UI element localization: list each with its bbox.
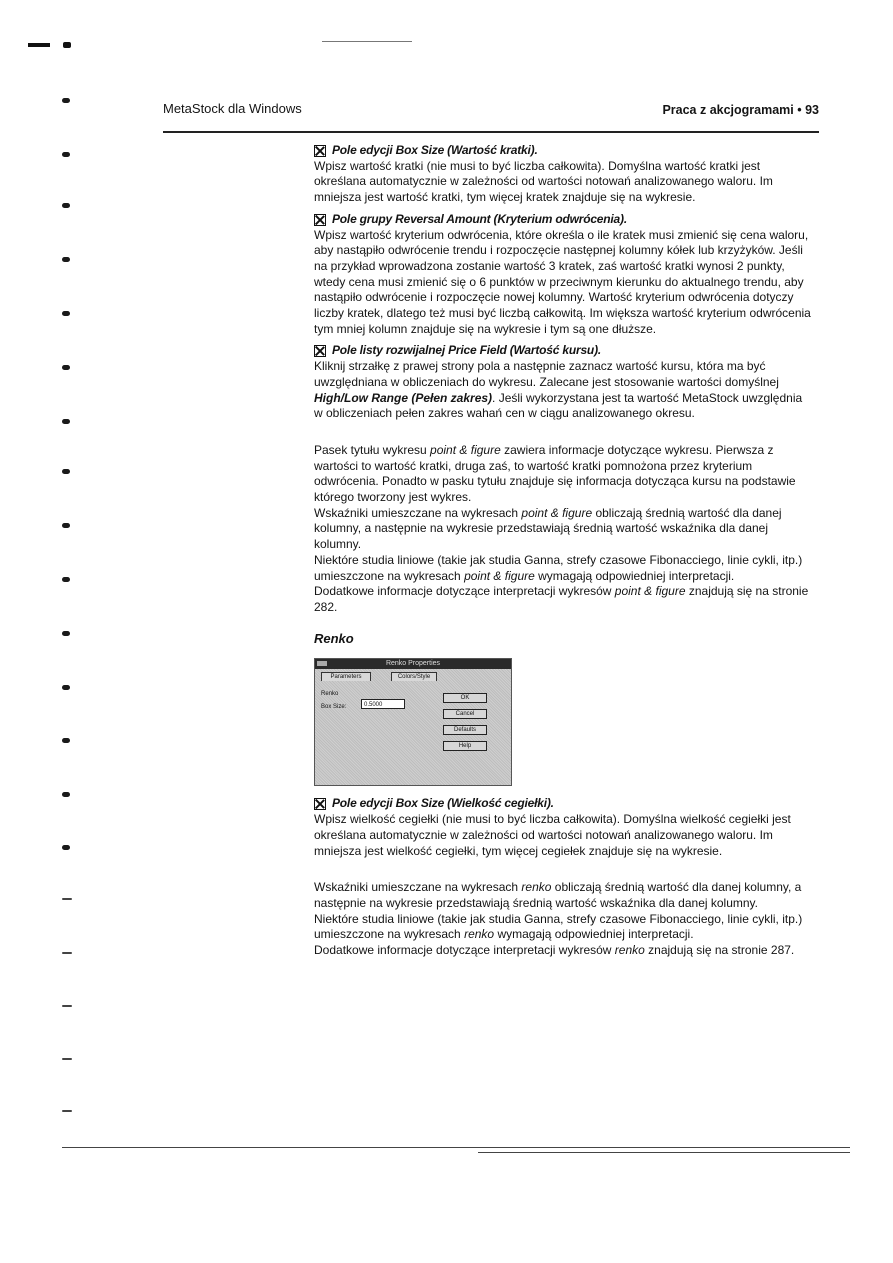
emphasis: point & figure <box>430 442 501 457</box>
option-heading <box>314 796 814 812</box>
text-run: Niektóre studia liniowe (takie jak studia Ganna, strefy czasowe Fibonacciego, linie cykli, itp.) umieszczone na wykresach <box>314 911 803 942</box>
option-description: Wpisz wartość kryterium odwrócenia, które określa o ile kratek musi zmienić się cena waloru, aby nastąpiło odwrócenie trendu i rozpoczęcie następnej kolumny kółek lub krzyżyków. Jeśli na przykład wprowadzona zostanie wartość 3 kratek, zaś wartość kratki wynosi 2 punkty, wtedy cena musi zmienić się o 6 punktów w przeciwnym kierunku do aktualnego trendu, aby nastąpiło odwrócenie i rozpoczęcie nowej kolumny. Wartość kryterium odwrócenia dotyczy liczby kratek, dlatego też musi być liczbą całkowitą. Im większa wartość kryterium odwrócenia tym mniej kolumn znajduje się na wykresie i tym są one dłuższe. <box>314 227 811 336</box>
text-run: Kliknij strzałkę z prawej strony pola a następnie zaznacz wartość kursu, która ma być uwzględniana w obliczeniach do wykresu. Zalecane jest stosowanie wartości domyślnej <box>314 359 779 389</box>
option-title: Pole grupy Reversal Amount (Kryterium odwrócenia). <box>332 211 627 226</box>
binding-hole <box>62 365 70 370</box>
renko-properties-dialog <box>314 658 512 786</box>
option-title: Pole edycji Box Size (Wielkość cegiełki). <box>332 796 554 811</box>
text-run: Wskaźniki umieszczane na wykresach <box>314 505 522 520</box>
option-description: Wpisz wartość kratki (nie musi to być liczba całkowita). Domyślna wartość kratki jest określana automatycznie w zależności od wartości notowań analizowanego waloru. Im mniejsza jest wartość kratki, tym więcej kratek znajduje się na wykresie. <box>314 158 773 205</box>
box-size-label: Box Size: <box>321 704 347 711</box>
binding-hole <box>62 152 70 157</box>
binding-hole <box>62 792 70 797</box>
emphasis: point & figure <box>614 584 686 599</box>
binding-hole <box>62 469 70 474</box>
binding-hole <box>62 1110 72 1112</box>
option-title: Pole listy rozwijalnej Price Field (Wartość kursu). <box>332 343 601 358</box>
system-menu-icon <box>317 661 327 666</box>
dialog-title: Renko Properties <box>315 659 511 669</box>
emphasis: point & figure <box>464 568 535 583</box>
binding-hole <box>62 577 70 582</box>
header-rule <box>163 131 819 133</box>
scan-mark <box>63 42 71 48</box>
option-description: Wpisz wielkość cegiełki (nie musi to być liczba całkowita). Domyślna wielkość cegiełki jest określana automatycznie w zależności od wartości notowań analizowanego waloru. Im mniejsza jest wielkość cegiełki, tym więcej cegiełek znajduje się na wykresie. <box>314 812 791 858</box>
group-label: Renko <box>321 691 339 698</box>
binding-hole <box>62 311 70 316</box>
text-run: obliczają średnią wartość dla danej kolumny, a następnie na wykresie przedstawiają średnią wartość wskaźnika dla danej kolumny. <box>314 505 782 552</box>
binding-hole <box>62 98 70 103</box>
option-description <box>314 359 814 422</box>
paragraph <box>314 506 814 553</box>
emphasis: renko <box>614 943 645 958</box>
option-title: Pole edycji Box Size (Wartość kratki). <box>332 143 538 157</box>
emphasis: High/Low Range (Pełen zakres) <box>314 390 493 405</box>
checkbox-x-icon <box>314 798 326 810</box>
scan-line <box>62 1147 850 1148</box>
binding-hole <box>62 523 70 528</box>
text-run: Dodatkowe informacje dotyczące interpretacji wykresów <box>314 584 615 599</box>
option-heading <box>314 343 814 359</box>
paragraph <box>314 553 814 584</box>
binding-hole <box>62 1005 72 1007</box>
checkbox-x-icon <box>314 345 326 357</box>
paragraph <box>314 584 814 615</box>
paragraph <box>314 880 814 911</box>
running-header <box>163 101 819 121</box>
box-size-input[interactable]: 0.5000 <box>361 699 405 709</box>
option-heading <box>314 143 814 159</box>
binding-hole <box>62 1058 72 1060</box>
tab-colors-style[interactable]: Colors/Style <box>391 672 437 681</box>
tab-parameters[interactable]: Parameters <box>321 672 371 681</box>
text-run: Niektóre studia liniowe (takie jak studia Ganna, strefy czasowe Fibonacciego, linie cykli, itp.) umieszczone na wykresach <box>314 552 803 583</box>
help-button[interactable]: Help <box>443 741 487 751</box>
binding-hole <box>62 952 72 954</box>
binding-hole <box>62 257 70 262</box>
text-run: Dodatkowe informacje dotyczące interpretacji wykresów <box>314 943 615 958</box>
paragraph <box>314 943 814 959</box>
header-chapter-page: Praca z akcjogramami • 93 <box>662 103 819 117</box>
binding-hole <box>62 845 70 850</box>
option-heading <box>314 212 814 228</box>
defaults-button[interactable]: Defaults <box>443 725 487 735</box>
text-run: Pasek tytułu wykresu <box>314 442 431 457</box>
header-book-title: MetaStock dla Windows <box>163 101 302 116</box>
text-run: Wskaźniki umieszczane na wykresach <box>314 880 522 895</box>
paragraph <box>314 443 814 506</box>
binding-hole <box>62 631 70 636</box>
binding-hole <box>62 685 70 690</box>
checkbox-x-icon <box>314 145 326 157</box>
binding-hole <box>62 419 70 424</box>
ok-button[interactable]: OK <box>443 693 487 703</box>
binding-hole <box>62 203 70 208</box>
text-run: wymagają odpowiedniej interpretacji. <box>494 927 694 942</box>
checkbox-x-icon <box>314 214 326 226</box>
emphasis: renko <box>521 880 552 895</box>
scan-mark <box>28 43 50 47</box>
binding-hole <box>62 898 72 900</box>
scan-line <box>322 41 412 42</box>
scan-line <box>478 1152 850 1153</box>
text-run: zawiera informacje dotyczące wykresu. Pierwsza z wartości to wartość kratki, druga zaś, to wartość kratki pomnożona przez kryterium odwrócenia. Ponadto w pasku tytułu znajduje się informacja dotycząca kursu na podstawie którego tworzony jest wykres. <box>314 442 796 505</box>
paragraph <box>314 912 814 943</box>
cancel-button[interactable]: Cancel <box>443 709 487 719</box>
binding-hole <box>62 738 70 743</box>
text-run: znajdują się na stronie 287. <box>644 943 795 958</box>
emphasis: renko <box>464 927 495 942</box>
section-title: Renko <box>314 630 354 646</box>
text-run: wymagają odpowiedniej interpretacji. <box>534 568 735 583</box>
text-run: znajdują się na stronie 282. <box>314 584 809 614</box>
page-content <box>314 143 814 959</box>
text-run: obliczają średnią wartość dla danej kolumny, a następnie na wykresie przedstawiają średnią wartość wskaźnika dla danej kolumny. <box>314 880 802 910</box>
text-run: . Jeśli wykorzystana jest ta wartość MetaStock uwzględnia w obliczeniach pełen zakres wahań cen w ciągu analizowanego okresu. <box>314 390 803 421</box>
emphasis: point & figure <box>521 505 593 520</box>
